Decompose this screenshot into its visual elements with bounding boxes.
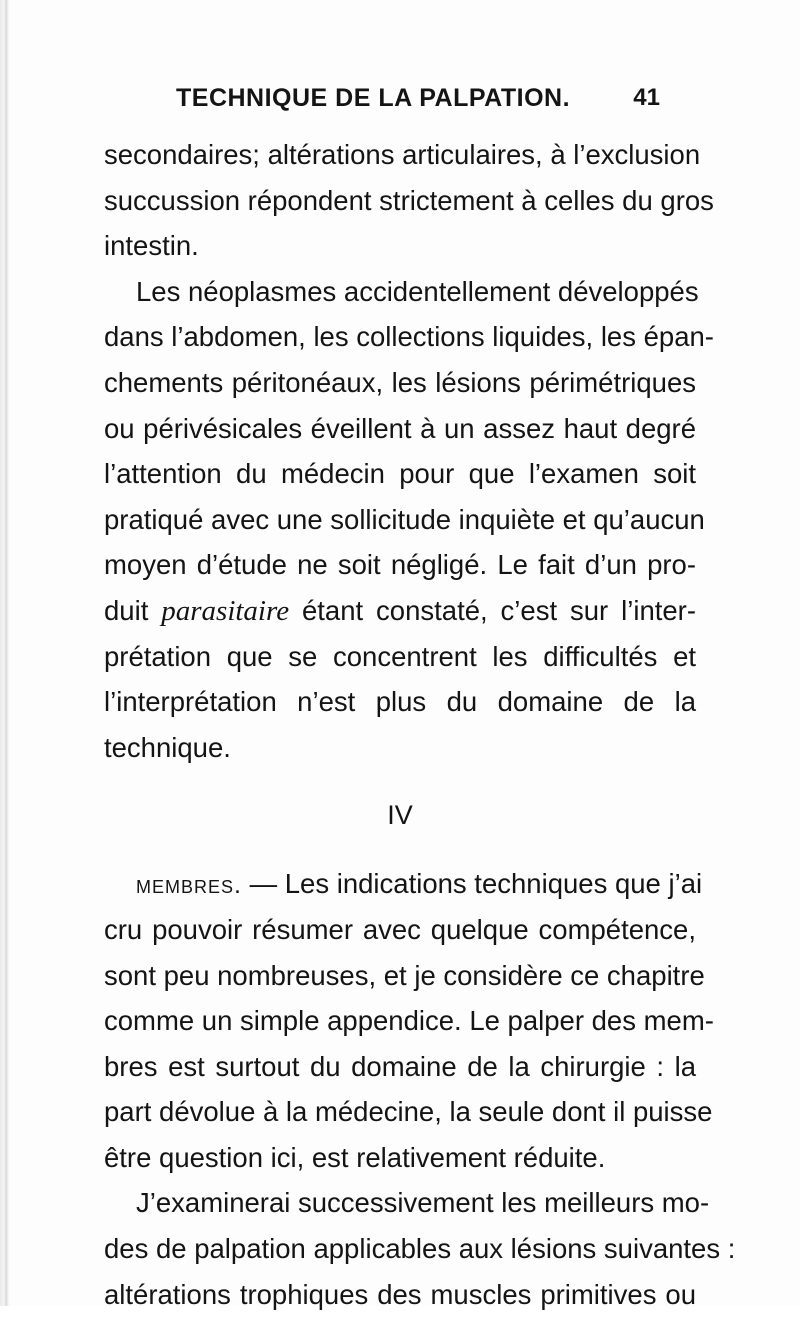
text-line: J’examinerai successivement les meilleurs mo- — [136, 1187, 710, 1219]
text-line: altérations trophiques des muscles primitives ou — [104, 1278, 696, 1310]
running-title: TECHNIQUE DE LA PALPATION. — [176, 84, 571, 112]
text-line: prétation que se concentrent les difficultés et — [104, 640, 696, 672]
paragraph-3 — [104, 861, 714, 1180]
text-line: secondaires; altérations articulaires, à l’exclusion — [104, 139, 701, 170]
text-line: être question ici, est relativement réduite. — [104, 1141, 606, 1173]
text-line: intestin. — [104, 230, 199, 262]
paragraph-1 — [104, 132, 714, 269]
text-line: succussion répondent strictement à celles du gros — [104, 184, 714, 216]
text-line — [104, 861, 703, 907]
text-line: cru pouvoir résumer avec quelque compétence, — [104, 913, 696, 945]
text-line: chements péritonéaux, les lésions périmétriques — [104, 366, 696, 398]
italic-term: parasitaire — [161, 594, 290, 627]
text-line: des de palpation applicables aux lésions suivantes : — [104, 1233, 736, 1265]
text-line: l’interprétation n’est plus du domaine de la — [104, 686, 696, 718]
text-line: Les néoplasmes accidentellement développés — [136, 275, 699, 307]
text-line: technique. — [104, 731, 231, 763]
text-line: ou périvésicales éveillent à un assez haut degré — [104, 412, 696, 444]
text-segment: — Les indications techniques que j’ai — [241, 868, 703, 900]
text-line: l’attention du médecin pour que l’examen soit — [104, 458, 696, 490]
text-line: bres est surtout du domaine de la chirurgie : la — [104, 1050, 696, 1082]
page-number: 41 — [633, 84, 660, 111]
paragraph-2 — [104, 269, 714, 771]
text-line: moyen d’étude ne soit négligé. Le fait d’un pro- — [104, 549, 696, 581]
body-text — [104, 132, 736, 1317]
text-line: comme un simple appendice. Le palper des mem- — [104, 1005, 714, 1037]
text-line: part dévolue à la médecine, la seule dont il puisse — [104, 1096, 713, 1128]
section-heading: IV — [387, 800, 413, 831]
running-head — [140, 84, 660, 116]
lead-word: membres. — [136, 871, 242, 900]
text-segment: duit — [104, 594, 162, 626]
text-line — [104, 588, 696, 634]
text-line: sont peu nombreuses, et je considère ce chapitre — [104, 959, 705, 991]
text-line: pratiqué avec une sollicitude inquiète et qu’aucun — [104, 503, 705, 535]
text-line: dans l’abdomen, les collections liquides, les épan- — [104, 321, 714, 353]
text-segment: étant constaté, c’est sur l’inter- — [289, 594, 696, 626]
paragraph-4 — [104, 1180, 736, 1317]
page-gutter-edge — [0, 0, 10, 1306]
